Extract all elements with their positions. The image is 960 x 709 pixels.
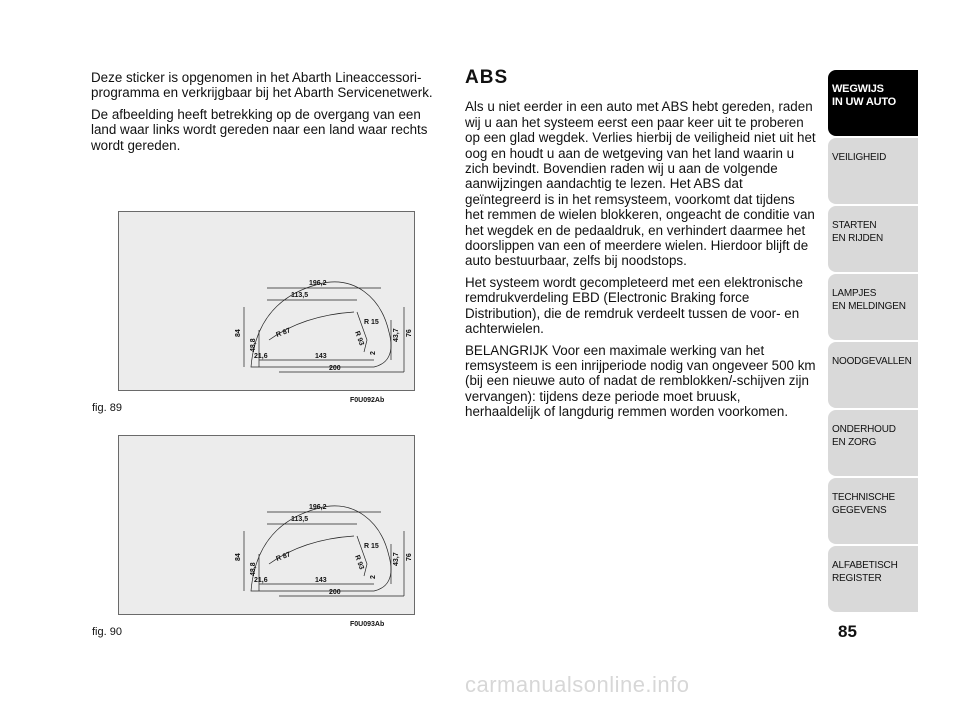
tab-label: IN UW AUTO <box>832 96 896 108</box>
tab-alfabetisch[interactable] <box>828 546 918 612</box>
tab-veiligheid[interactable] <box>828 138 918 204</box>
dim-label: R 87 <box>275 327 292 339</box>
dim-label: 48,8 <box>250 338 257 352</box>
figure-caption: fig. 90 <box>92 626 122 638</box>
dim-label: R 93 <box>353 330 365 347</box>
figure-code: F0U092Ab <box>350 397 385 404</box>
figure-90-diagram <box>118 435 415 615</box>
paragraph: Deze sticker is opgenomen in het Abarth Lineaccessori-programma en verkrijgbaar bij het Abarth Servicenetwerk. <box>91 70 433 101</box>
tab-label: LAMPJES <box>832 288 877 299</box>
section-heading: ABS <box>465 67 509 88</box>
dim-label: 196,2 <box>309 504 327 511</box>
chapter-tabs <box>828 70 918 614</box>
dim-label: 21,6 <box>254 353 268 360</box>
dim-label: 200 <box>329 365 341 372</box>
dim-label: 113,5 <box>291 292 309 299</box>
page-number: 85 <box>838 622 857 641</box>
dim-label: 21,6 <box>254 577 268 584</box>
paragraph: De afbeelding heeft betrekking op de overgang van een land waar links wordt gereden naar een land waar rechts wordt gereden. <box>91 106 428 153</box>
dim-label: 76 <box>406 329 413 337</box>
tab-label: TECHNISCHE <box>832 492 896 503</box>
tab-label: GEGEVENS <box>832 505 887 516</box>
tab-label: ALFABETISCH <box>832 560 898 571</box>
dim-label: R 93 <box>353 554 365 571</box>
dim-label: 43,7 <box>393 328 400 342</box>
tab-technische[interactable] <box>828 478 918 544</box>
tab-label: NOODGEVALLEN <box>832 356 912 367</box>
watermark: carmanualsonline.info <box>465 672 690 697</box>
tab-onderhoud[interactable] <box>828 410 918 476</box>
tab-wegwijs[interactable] <box>828 70 918 136</box>
dim-label: 143 <box>315 353 327 360</box>
left-column <box>91 70 443 159</box>
tab-label: EN ZORG <box>832 437 877 448</box>
dim-label: 84 <box>235 553 242 561</box>
tab-noodgevallen[interactable] <box>828 342 918 408</box>
paragraph: BELANGRIJK Voor een maximale werking van het remsysteem is een inrijperiode nodig van ongeveer 500 km (bij een nieuwe auto of nadat de remblokken/-schijven zijn vervangen): tijdens deze periode moet bruusk, herhaaldelijk of langdurig remmen worden voorkomen. <box>465 342 816 420</box>
tab-label: STARTEN <box>832 220 877 231</box>
dim-label: 2 <box>370 351 377 355</box>
tab-label: EN MELDINGEN <box>832 301 906 312</box>
figure-89-diagram <box>118 211 415 391</box>
dim-label: 200 <box>329 589 341 596</box>
paragraph: Het systeem wordt gecompleteerd met een elektronische remdrukverdeling EBD (Electronic Braking force Distribution), die de remdruk verdeelt tussen de voor- en achterwielen. <box>465 274 803 337</box>
tab-label: VEILIGHEID <box>832 152 887 163</box>
dim-label: 143 <box>315 577 327 584</box>
dim-label: 76 <box>406 553 413 561</box>
tab-label: WEGWIJS <box>832 83 884 95</box>
sticker-dimension-drawing <box>119 212 414 390</box>
dim-label: R 15 <box>364 319 379 326</box>
dim-label: 113,5 <box>291 516 309 523</box>
right-column <box>465 67 817 426</box>
figure-caption: fig. 89 <box>92 402 122 414</box>
sticker-dimension-drawing <box>119 436 414 614</box>
dim-label: 43,7 <box>393 552 400 566</box>
dim-label: 2 <box>370 575 377 579</box>
dim-label: R 87 <box>275 551 292 563</box>
tab-label: EN RIJDEN <box>832 233 883 244</box>
dim-label: R 15 <box>364 543 379 550</box>
tab-label: ONDERHOUD <box>832 424 896 435</box>
dim-label: 48,8 <box>250 562 257 576</box>
tab-label: REGISTER <box>832 573 882 584</box>
tab-lampjes[interactable] <box>828 274 918 340</box>
figure-code: F0U093Ab <box>350 621 385 628</box>
dim-label: 84 <box>235 329 242 337</box>
paragraph: Als u niet eerder in een auto met ABS hebt gereden, raden wij u aan het systeem eerst een paar keer uit te proberen op een glad wegdek. Verlies hierbij de veiligheid niet uit het oog en houdt u aan de wetgeving van het land waarin u zich bevindt. Bovendien raden wij u aan de volgende aanwijzingen aandachtig te lezen. Het ABS dat geïntegreerd is in het remsysteem, voorkomt dat tijdens het remmen de wielen blokkeren, ongeacht de conditie van het wegdek en de pedaaldruk, en verhindert daarmee het doorslippen van een of meerdere wielen. Hierdoor blijft de auto bestuurbaar, zelfs bij noodstops. <box>465 99 816 269</box>
tab-starten[interactable] <box>828 206 918 272</box>
dim-label: 196,2 <box>309 280 327 287</box>
